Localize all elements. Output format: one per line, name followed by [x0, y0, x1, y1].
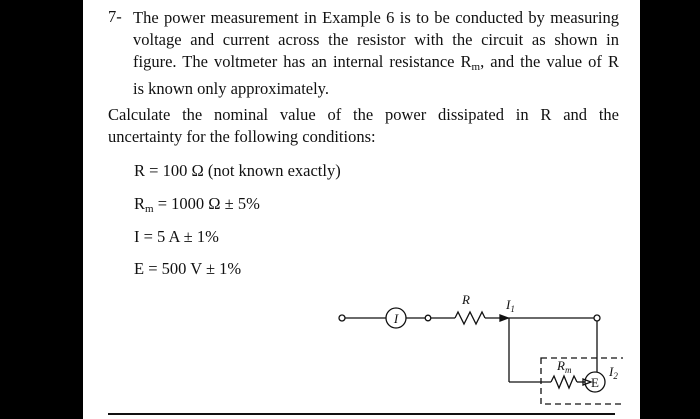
problem-task: [108, 104, 619, 148]
left-terminal: [339, 315, 345, 321]
intro-line-3-text: figure. The voltmeter has an internal resistance R: [133, 52, 472, 71]
current1-label: [505, 297, 515, 314]
condition-e-symbol: E: [134, 259, 145, 278]
task-line-2: uncertainty for the following conditions:: [108, 127, 376, 146]
intro-line-3: [133, 51, 619, 78]
condition-i-value: = 5 A ± 1%: [139, 227, 219, 246]
condition-i-symbol: I: [134, 227, 140, 246]
condition-rm-value: = 1000 Ω ± 5%: [153, 194, 260, 213]
resistor-rm-zigzag: [551, 376, 577, 388]
condition-rm: [134, 194, 260, 215]
current1-arrow: [500, 315, 508, 321]
resistor-r-label: R: [462, 292, 470, 307]
rm-symbol: R: [557, 358, 565, 373]
condition-e-value: = 500 V ± 1%: [144, 259, 242, 278]
intro-subscript: m: [471, 61, 481, 73]
condition-r: [134, 161, 341, 182]
condition-e: [134, 259, 241, 280]
rm-sub: m: [564, 365, 572, 375]
right-terminal: [594, 315, 600, 321]
i1-sub: 1: [510, 304, 515, 314]
task-line-1: Calculate the nominal value of the power dissipated in R and the: [108, 105, 619, 124]
ammeter-label: I: [393, 311, 399, 326]
i2-sub: 2: [613, 371, 618, 381]
i1-symbol: I: [506, 297, 511, 312]
intro-line-2: voltage and current across the resistor with the circuit as shown in: [133, 30, 619, 49]
node-junction: [425, 315, 431, 321]
condition-i: [134, 227, 219, 248]
voltmeter-label: E: [591, 375, 599, 390]
circuit-diagram: [333, 282, 623, 408]
i2-symbol: I: [609, 364, 614, 379]
problem-number: 7-: [108, 7, 122, 26]
condition-rm-symbol: R: [134, 194, 146, 213]
resistor-r-zigzag: [455, 312, 485, 324]
intro-line-1: The power measurement in Example 6 is to be conducted by measuring: [133, 8, 619, 27]
problem-intro: [133, 7, 619, 100]
intro-line-3-tail: , and the value of R: [480, 52, 619, 71]
resistor-rm-label: [556, 358, 572, 375]
bottom-rule: [108, 413, 615, 415]
condition-rm-sub: m: [145, 203, 154, 215]
problem-sheet: [83, 0, 640, 419]
current2-label: [608, 364, 618, 381]
intro-line-4: is known only approximately.: [133, 79, 329, 98]
condition-r-value: = 100 Ω (not known exactly): [145, 161, 341, 180]
condition-r-symbol: R: [134, 161, 146, 180]
